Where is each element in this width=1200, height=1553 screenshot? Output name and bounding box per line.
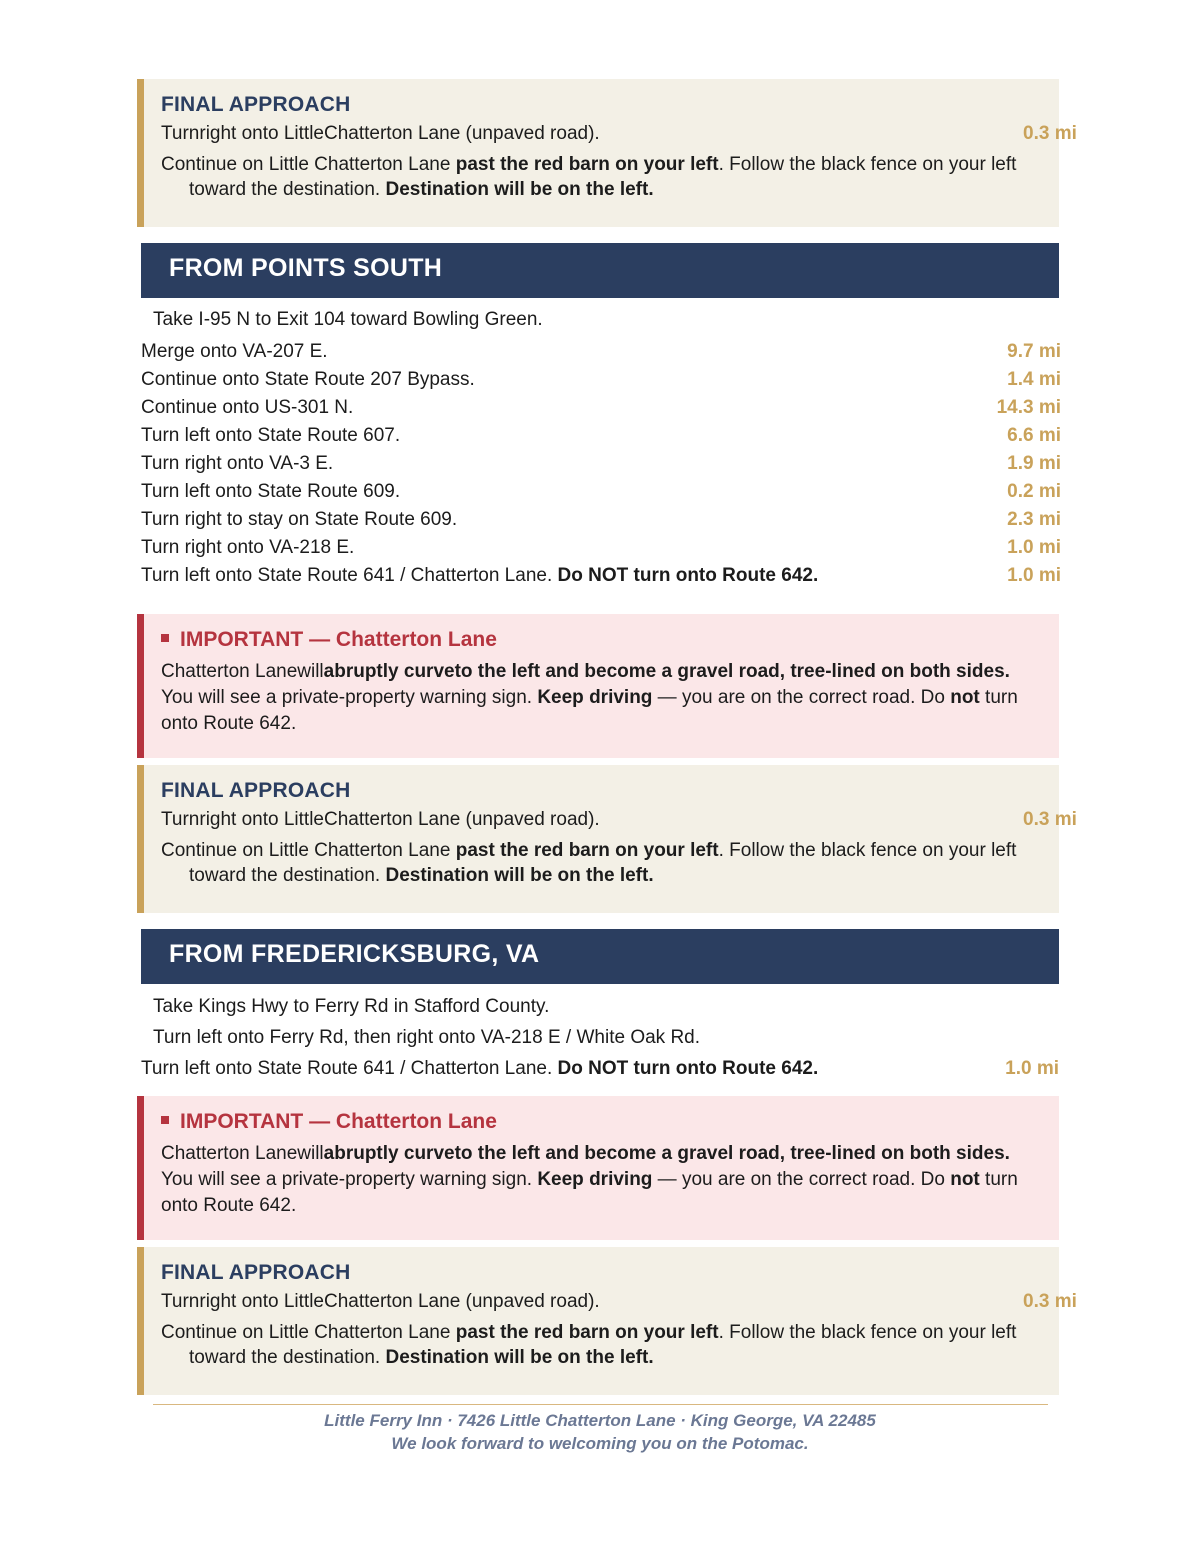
bullet-square-icon [161, 634, 169, 642]
direction-row: Turn left onto State Route 609. 0.2 mi [141, 481, 1061, 502]
final-approach-turn: Turnright onto LittleChatterton Lane (unpaved road). [161, 123, 600, 144]
final-approach-distance: 0.3 mi [1023, 123, 1077, 144]
section-title: FROM POINTS SOUTH [169, 254, 443, 282]
final-approach-continue: Continue on Little Chatterton Lane past the red barn on your left. Follow the black fence on your left toward the destination. Destination will be on the left. [161, 154, 1017, 200]
direction-row: Turn right to stay on State Route 609. 2.3 mi [141, 509, 1061, 530]
fredericksburg-intro-2: Turn left onto Ferry Rd, then right onto VA-218 E / White Oak Rd. [153, 1027, 701, 1048]
final-approach-title: FINAL APPROACH [161, 1261, 351, 1284]
direction-row: Turn left onto State Route 607. 6.6 mi [141, 425, 1061, 446]
direction-row-final-turn: Turn left onto State Route 641 / Chatterton Lane. Do NOT turn onto Route 642. 1.0 mi [141, 1058, 1059, 1079]
direction-row: Merge onto VA-207 E. 9.7 mi [141, 341, 1061, 362]
direction-row: Continue onto State Route 207 Bypass. 1.4 mi [141, 369, 1061, 390]
important-box-2 [137, 1096, 1059, 1240]
direction-row: Turn right onto VA-218 E. 1.0 mi [141, 537, 1061, 558]
final-approach-title: FINAL APPROACH [161, 93, 351, 116]
bullet-square-icon [161, 1116, 169, 1124]
south-intro: Take I-95 N to Exit 104 toward Bowling Green. [153, 309, 543, 330]
direction-row: Continue onto US-301 N. 14.3 mi [141, 397, 1061, 418]
section-header-fredericksburg [141, 929, 1059, 984]
important-box-1 [137, 614, 1059, 758]
direction-row: Turn right onto VA-3 E. 1.9 mi [141, 453, 1061, 474]
important-body: Chatterton Lanewillabruptly curveto the left and become a gravel road, tree-lined on both sides. You will see a private-property warning sign. Keep driving — you are on the correct road. Do not turn onto Route 642. [161, 1143, 1018, 1216]
final-approach-title: FINAL APPROACH [161, 779, 351, 802]
final-approach-box-2 [137, 765, 1077, 913]
fredericksburg-intro-1: Take Kings Hwy to Ferry Rd in Stafford County. [153, 996, 550, 1017]
important-title: IMPORTANT — Chatterton Lane [161, 1110, 497, 1134]
direction-row-final-turn: Turn left onto State Route 641 / Chatterton Lane. Do NOT turn onto Route 642. 1.0 mi [141, 565, 1061, 586]
final-approach-box-3 [137, 1247, 1077, 1395]
final-approach-continue: Continue on Little Chatterton Lane past the red barn on your left. Follow the black fence on your left toward the destination. Destination will be on the left. [161, 1322, 1017, 1368]
section-header-points-south [141, 243, 1059, 298]
important-title: IMPORTANT — Chatterton Lane [161, 628, 497, 652]
important-body: Chatterton Lanewillabruptly curveto the left and become a gravel road, tree-lined on both sides. You will see a private-property warning sign. Keep driving — you are on the correct road. Do not turn onto Route 642. [161, 661, 1018, 734]
final-approach-turn: Turnright onto LittleChatterton Lane (unpaved road). [161, 809, 600, 830]
final-approach-turn: Turnright onto LittleChatterton Lane (unpaved road). [161, 1291, 600, 1312]
final-approach-distance: 0.3 mi [1023, 809, 1077, 830]
footer-address: Little Ferry Inn · 7426 Little Chatterton Lane · King George, VA 22485 [324, 1411, 876, 1430]
final-approach-continue: Continue on Little Chatterton Lane past the red barn on your left. Follow the black fence on your left toward the destination. Destination will be on the left. [161, 840, 1017, 886]
final-approach-box-1 [137, 79, 1077, 227]
final-approach-distance: 0.3 mi [1023, 1291, 1077, 1312]
section-title: FROM FREDERICKSBURG, VA [169, 940, 540, 968]
footer-divider [153, 1404, 1048, 1405]
footer-tagline: We look forward to welcoming you on the Potomac. [391, 1434, 809, 1453]
